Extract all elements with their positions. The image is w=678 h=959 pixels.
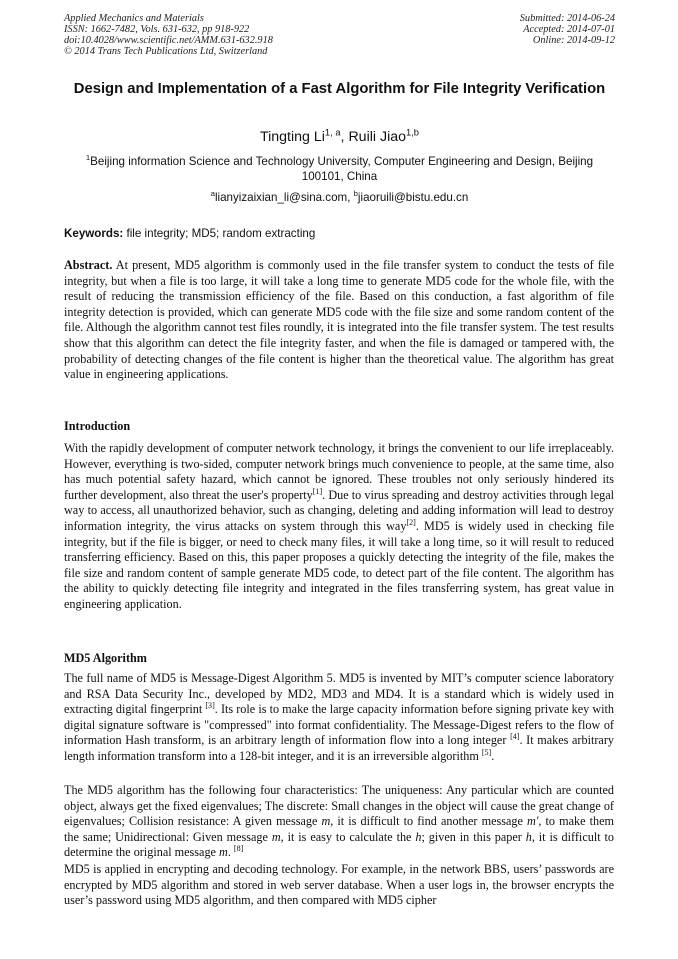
- email-link[interactable]: jiaoruili@bistu.edu.cn: [357, 191, 469, 204]
- section-heading-md5: MD5 Algorithm: [64, 651, 147, 665]
- author-line: [64, 128, 615, 146]
- paper-title: Design and Implementation of a Fast Algorithm for File Integrity Verification: [73, 81, 606, 97]
- email-mark: b: [353, 189, 358, 199]
- paragraph-text: . It makes arbitrary length information transform into a 128-bit integer, and it is an irreversible algorithm: [64, 733, 614, 763]
- md5-paragraph-1: [64, 671, 614, 765]
- introduction-paragraph: [64, 441, 614, 613]
- paragraph-text: MD5 is applied in encrypting and decoding technology. For example, in the network BBS, users’ passwords are encrypted by MD5 algorithm and stored in web server database. When a user logs in, the browser encrypts the user’s password using MD5 algorithm, and then compared with MD5 cipher: [64, 862, 614, 908]
- math-symbol: m: [321, 814, 331, 829]
- accepted-date: Accepted: 2014-07-01: [523, 24, 615, 36]
- paragraph-text: . Due to virus spreading and destroy activities through legal way to access, all unauthorized behavior, such as changing, deleting and adding information will lead to destroy information integrity, the virus attacks on system through this way: [64, 487, 614, 533]
- author-name: Tingting Li: [259, 129, 325, 145]
- paragraph-text: , it is difficult to determine the original message: [64, 829, 614, 860]
- submitted-date: Submitted: 2014-06-24: [519, 13, 615, 24]
- abstract-label: Abstract.: [64, 258, 113, 272]
- citation-ref[interactable]: [8]: [233, 844, 244, 854]
- journal-header-right: [520, 13, 615, 46]
- email-separator: ,: [347, 191, 354, 204]
- paragraph-text: , to make them the same; Unidirectional: Given message: [64, 814, 614, 844]
- paragraph-text: , it is easy to calculate the: [280, 829, 416, 844]
- paragraph-text: With the rapidly development of computer network technology, it brings the convenient to our life irreplaceably. However, everything is two-sided, computer network brings much convenience to people, at the same time, also has much potential safety hazard, which cannot be ignored. These troubles not only seriously hindered its further development, also threat the user's property: [64, 441, 614, 502]
- author-affiliation-mark: 1, a: [324, 127, 341, 138]
- author-name: Ruili Jiao: [348, 129, 406, 145]
- affiliation-mark: 1: [85, 153, 91, 163]
- math-symbol: m: [271, 829, 281, 844]
- affiliation-text: Beijing information Science and Technology University, Computer Engineering and Design, Beijing 100101, China: [90, 155, 594, 183]
- paragraph-text: . MD5 is widely used in checking file integrity, but if the file is bigger, or need to check many files, it will take a long time, so it will result to reduced transferring efficiency. Based on this, this paper proposes a quickly detecting the integrity of the file, makes the file size and random content of sample generate MD5 code, to detect part of the file content. The algorithm has the ability to quickly detecting file integrity and integrated in the files transferring system, has great value in engineering application.: [64, 518, 614, 611]
- paragraph-text: , it is difficult to find another message: [330, 814, 527, 829]
- paragraph-text: .: [227, 845, 234, 860]
- math-symbol: m': [526, 814, 539, 829]
- citation-ref[interactable]: [5]: [481, 747, 492, 757]
- citation-ref[interactable]: [3]: [205, 701, 215, 711]
- issn-line: ISSN: 1662-7482, Vols. 631-632, pp 918-922: [64, 24, 250, 36]
- paragraph-text: . Its role is to make the large capacity information before signing private key with digital signature software is "compressed" into format confidentiality. The Message-Digest refers to the flow of information Hash transform, is an arbitrary length of information flow into a long integer: [64, 702, 614, 748]
- paragraph-text: The MD5 algorithm has the following four characteristics: The uniqueness: Any particular which are counted object, always get the fixed eigenvalues; The discrete: Small changes in the object will cause the great change of eigenvalues; Collision resistance: A given message: [64, 783, 614, 829]
- copyright-line: © 2014 Trans Tech Publications Ltd, Switzerland: [64, 46, 268, 58]
- math-symbol: h: [415, 829, 422, 844]
- doi-line: doi:10.4028/www.scientific.net/AMM.631-632.918: [64, 35, 273, 47]
- citation-ref[interactable]: [2]: [406, 517, 416, 527]
- keywords: [64, 226, 615, 241]
- paragraph-text: ; given in this paper: [421, 829, 526, 844]
- author-affiliation-mark: 1,b: [406, 127, 420, 138]
- author-separator: ,: [340, 129, 349, 145]
- email-line: [64, 190, 615, 205]
- email-mark: a: [210, 189, 215, 199]
- keywords-label: Keywords:: [64, 227, 124, 240]
- abstract-text: At present, MD5 algorithm is commonly used in the file transfer system to conduct the tests of file integrity, but when a file is too large, it will take a long time to generate MD5 code for the whole file, with the result of reducing the transmission efficiency of the file. Based on this conduction, a fast algorithm of file integrity detection is provided, which can generate MD5 code with the file size and some random content of the file. Although the algorithm cannot test files roundly, it is integrated into the file transfer system. The test results show that this algorithm can detect the file integrity faster, and when the file is damaged or tampered with, the probability of detecting changes of the file content is higher than the theoretical value. The algorithm has great value in engineering applications.: [64, 258, 614, 382]
- affiliation: [64, 154, 615, 184]
- section-heading-introduction: Introduction: [64, 419, 131, 433]
- citation-ref[interactable]: [4]: [510, 732, 520, 742]
- citation-ref[interactable]: [1]: [312, 486, 323, 496]
- math-symbol: h: [525, 829, 532, 844]
- online-date: Online: 2014-09-12: [532, 35, 615, 47]
- paragraph-text: The full name of MD5 is Message-Digest Algorithm 5. MD5 is invented by MIT’s computer science laboratory and RSA Data Security Inc., developed by MD2, MD3 and MD4. It is a standard which is widely used in extracting digital fingerprint: [64, 671, 614, 717]
- paragraph-text: .: [491, 748, 495, 763]
- email-link[interactable]: lianyizaixian_li@sina.com: [214, 191, 348, 204]
- abstract: [64, 258, 614, 383]
- journal-header-left: [64, 13, 273, 57]
- math-symbol: m: [219, 845, 228, 860]
- md5-paragraph-2: [64, 783, 614, 861]
- md5-paragraph-3: [64, 862, 614, 909]
- keywords-text: file integrity; MD5; random extracting: [123, 227, 316, 240]
- journal-name: Applied Mechanics and Materials: [64, 13, 204, 24]
